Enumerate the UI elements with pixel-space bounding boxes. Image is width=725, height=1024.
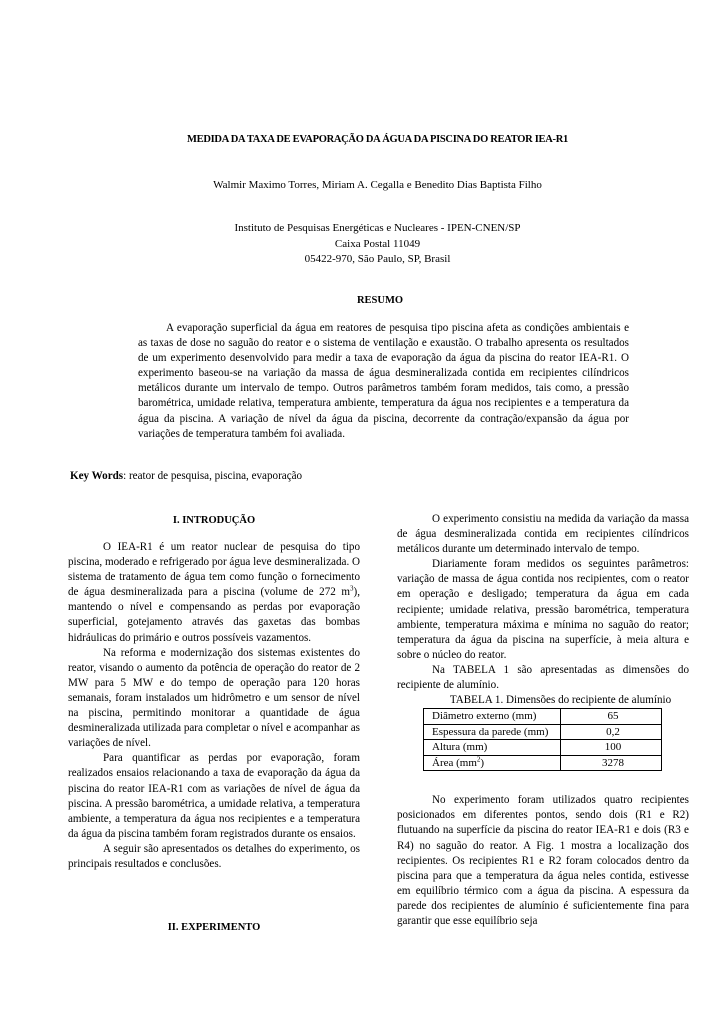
- paper-title: MEDIDA DA TAXA DE EVAPORAÇÃO DA ÁGUA DA PISCINA DO REATOR IEA-R1: [187, 134, 568, 145]
- institution-address: 05422-970, São Paulo, SP, Brasil: [304, 253, 451, 265]
- left-column: [68, 540, 360, 872]
- institution-name: Instituto de Pesquisas Energéticas e Nucleares - IPEN-CNEN/SP: [234, 222, 521, 234]
- exp-paragraph-3: Na TABELA 1 são apresentadas as dimensões do recipiente de alumínio.: [397, 663, 689, 692]
- abstract: [138, 321, 629, 442]
- intro-paragraph-1: O IEA-R1 é um reator nuclear de pesquisa do tipo piscina, moderado e refrigerado por água leve desmineralizada. O sistema de tratamento de água tem como função o fornecimento de água desmineralizada para a piscina (volume de 272 $m^3$), mantendo o nível e compensando as perdas por evaporação superficial, gotejamento através das gaxetas das bombas hidráulicas do primário e outros possíveis vazamentos.: [68, 541, 361, 644]
- resumo-heading: RESUMO: [356, 295, 404, 306]
- section-heading-introducao: I. INTRODUÇÃO: [172, 515, 256, 526]
- section-heading-experimento: II. EXPERIMENTO: [167, 922, 261, 933]
- intro-paragraph-3: Para quantificar as perdas por evaporação, foram realizados ensaios relacionando a taxa de evaporação da água da piscina do reator IEA-R1 com as variações de nível de água da piscina. A pressão barométrica, a umidade relativa, a temperatura ambiente, a temperatura da água nos recipientes e a temperatura da água da piscina também foram registrados durante os ensaios.: [68, 752, 360, 840]
- keywords-text: : reator de pesquisa, piscina, evaporação: [123, 470, 303, 482]
- institution-block: [0, 221, 725, 268]
- table-row: Diâmetro externo (mm) 65: [424, 709, 662, 725]
- table-caption: TABELA 1. Dimensões do recipiente de alumínio: [449, 694, 672, 707]
- authors: Walmir Maximo Torres, Miriam A. Cegalla e Benedito Dias Baptista Filho: [213, 179, 542, 191]
- abstract-text: A evaporação superficial da água em reatores de pesquisa tipo piscina afeta as condições ambientais e as taxas de dose no saguão do reator e o sistema de ventilação e exaustão. O trabalho apresenta os resultados de um experimento desenvolvido para medir a taxa de evaporação da água da piscina do reator IEA-R1. O experimento baseou-se na variação da massa de água desmineralizada contida em recipientes cilíndricos metálicos durante um intervalo de tempo. Outros parâmetros também foram medidos, tais como, a pressão barométrica, umidade relativa, temperatura ambiente, temperatura da água nos recipientes e a temperatura da água da piscina. A variação de nível da água da piscina, decorrente da contração/expansão da água por variações de temperatura também foi avaliada.: [138, 322, 629, 440]
- exp-paragraph-2: Diariamente foram medidos os seguintes parâmetros: variação de massa de água contida nos recipientes, com o reator em operação e desligado; temperatura da água em cada recipiente; umidade relativa, pressão barométrica, temperatura ambiente, temperatura máxima e mínima no saguão do reator; temperatura da água da piscina na superfície, à meia altura e sobre o núcleo do reator.: [397, 558, 689, 661]
- table-row: Área $(mm^2)$ 3278: [424, 755, 662, 771]
- exp-paragraph-1: O experimento consistiu na medida da variação da massa de água desmineralizada contida em recipientes cilíndricos metálicos durante um determinado intervalo de tempo.: [397, 513, 689, 556]
- keywords: [70, 469, 302, 484]
- keywords-label: Key Words: [70, 470, 124, 482]
- right-column: [397, 512, 689, 929]
- intro-paragraph-2: Na reforma e modernização dos sistemas existentes do reator, visando o aumento da potência de operação do reator de 2 MW para 5 MW e do tempo de operação para 120 horas semanais, foram instalados um hidrômetro e um sensor de nível na piscina, permitindo monitorar a quantidade de água desmineralizada utilizada para completar o nível e acompanhar as variações de nível.: [68, 646, 360, 750]
- institution-postal: Caixa Postal 11049: [334, 237, 421, 250]
- dimensions-table: [423, 708, 662, 771]
- intro-paragraph-4: A seguir são apresentados os detalhes do experimento, os principais resultados e conclusões.: [68, 842, 360, 870]
- table-row: Espessura da parede (mm) 0,2: [424, 724, 662, 740]
- exp-paragraph-4: No experimento foram utilizados quatro recipientes posicionados em diferentes pontos, sendo dois (R1 e R2) flutuando na superfície da piscina do reator IEA-R1 e dois (R3 e R4) no saguão do reator. A Fig. 1 mostra a localização dos recipientes. Os recipientes R1 e R2 foram colocados dentro da piscina para que a temperatura da água neles contida, estivesse em equilíbrio térmico com a água da piscina. A espessura da parede dos recipientes de alumínio é suficientemente fina para garantir que esse equilíbrio seja: [397, 794, 689, 927]
- table-row: Altura (mm) 100: [424, 740, 662, 756]
